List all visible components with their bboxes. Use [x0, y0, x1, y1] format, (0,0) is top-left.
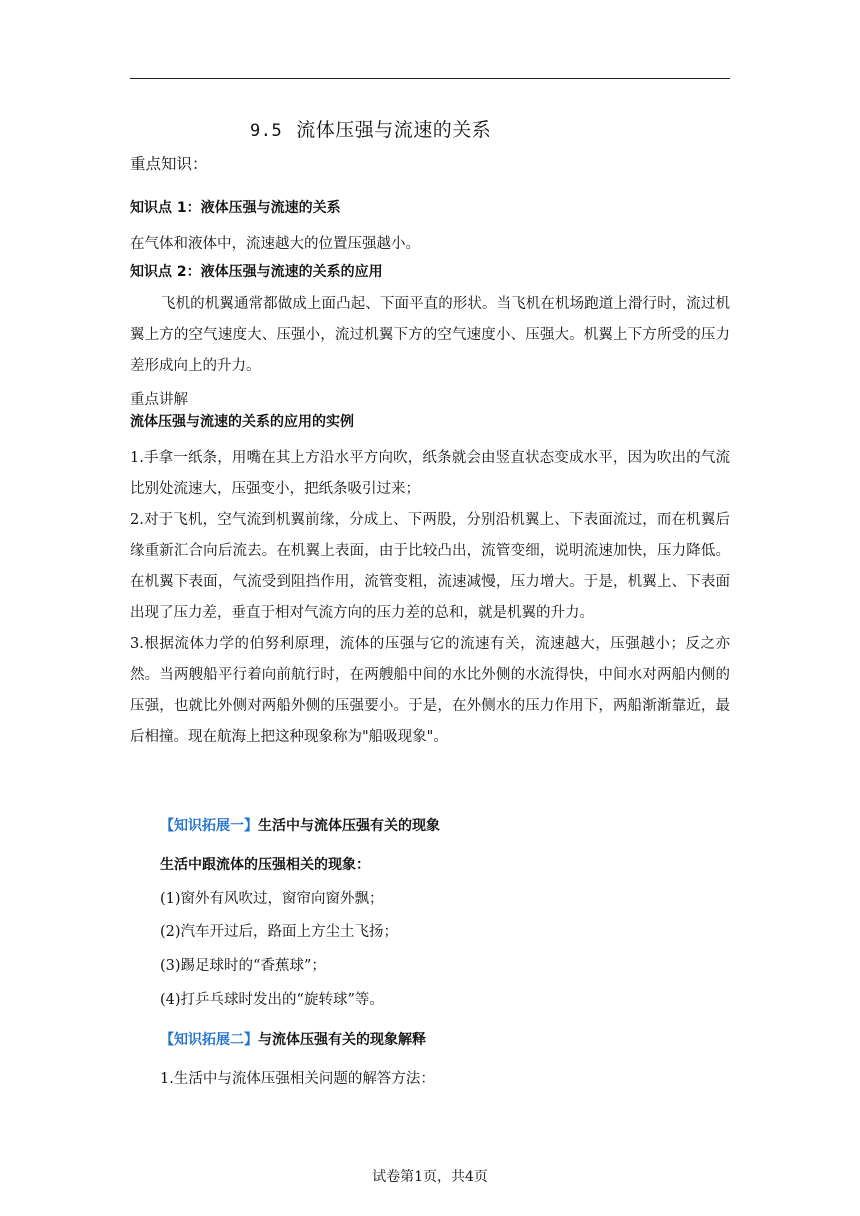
ext1-tag: 【知识拓展一】: [160, 818, 258, 834]
key-explain-label: 重点讲解: [130, 392, 188, 408]
example-item-1: 1.手拿一纸条，用嘴在其上方沿水平方向吹，纸条就会由竖直状态变成水平，因为吹出的气流比别处流速大，压强变小，把纸条吸引过来；: [130, 450, 730, 497]
ext2-title: 与流体压强有关的现象解释: [258, 1032, 426, 1048]
ext2-item-1: 1.生活中与流体压强相关问题的解答方法：: [160, 1071, 435, 1087]
ext1-subheading: 生活中跟流体的压强相关的现象：: [160, 857, 370, 873]
kp1-text: 在气体和液体中，流速越大的位置压强越小。: [130, 236, 420, 252]
ext2-heading: [160, 1029, 426, 1049]
header-rule: [130, 78, 730, 79]
page-title: [250, 115, 491, 142]
ext1-title: 生活中与流体压强有关的现象: [258, 818, 440, 834]
kp1-heading: 知识点 1：液体压强与流速的关系: [130, 200, 341, 216]
example-item-3: 3.根据流体力学的伯努利原理，流体的压强与它的流速有关，流速越大，压强越小；反之亦然。当两艘船平行着向前航行时，在两艘船中间的水比外侧的水流得快，中间水对两船内侧的压强，也就比外侧对两船外侧的压强要小。于是，在外侧水的压力作用下，两船渐渐靠近，最后相撞。现在航海上把这种现象称为"船吸现象"。: [130, 636, 730, 745]
ext2-tag: 【知识拓展二】: [160, 1032, 258, 1048]
example-item-2: 2.对于飞机，空气流到机翼前缘，分成上、下两股，分别沿机翼上、下表面流过，而在机翼后缘重新汇合向后流去。在机翼上表面，由于比较凸出，流管变细，说明流速加快，压力降低。在机翼下表面，气流受到阻挡作用，流管变粗，流速减慢，压力增大。于是，机翼上、下表面出现了压力差，垂直于相对气流方向的压力差的总和，就是机翼的升力。: [130, 512, 730, 621]
page-footer: 试卷第1页，共4页: [372, 1169, 488, 1185]
examples-heading: 流体压强与流速的关系的应用的实例: [130, 414, 354, 430]
ext1-item-3: (3)踢足球时的“香蕉球”；: [160, 958, 326, 974]
section-number: 9.5: [250, 121, 283, 141]
ext1-item-1: (1)窗外有风吹过，窗帘向窗外飘；: [160, 891, 384, 907]
ext1-heading: [160, 815, 440, 835]
title-text: 流体压强与流速的关系: [296, 119, 492, 141]
kp2-heading: 知识点 2：液体压强与流速的关系的应用: [130, 264, 383, 280]
key-knowledge-label: 重点知识：: [130, 155, 208, 173]
ext1-item-2: (2)汽车开过后，路面上方尘土飞扬；: [160, 924, 399, 940]
ext1-item-4: (4)打乒乓球时发出的“旋转球”等。: [160, 992, 384, 1008]
kp2-text: 飞机的机翼通常都做成上面凸起、下面平直的形状。当飞机在机场跑道上滑行时，流过机翼上方的空气速度大、压强小，流过机翼下方的空气速度小、压强大。机翼上下方所受的压力差形成向上的升力。: [130, 296, 730, 374]
